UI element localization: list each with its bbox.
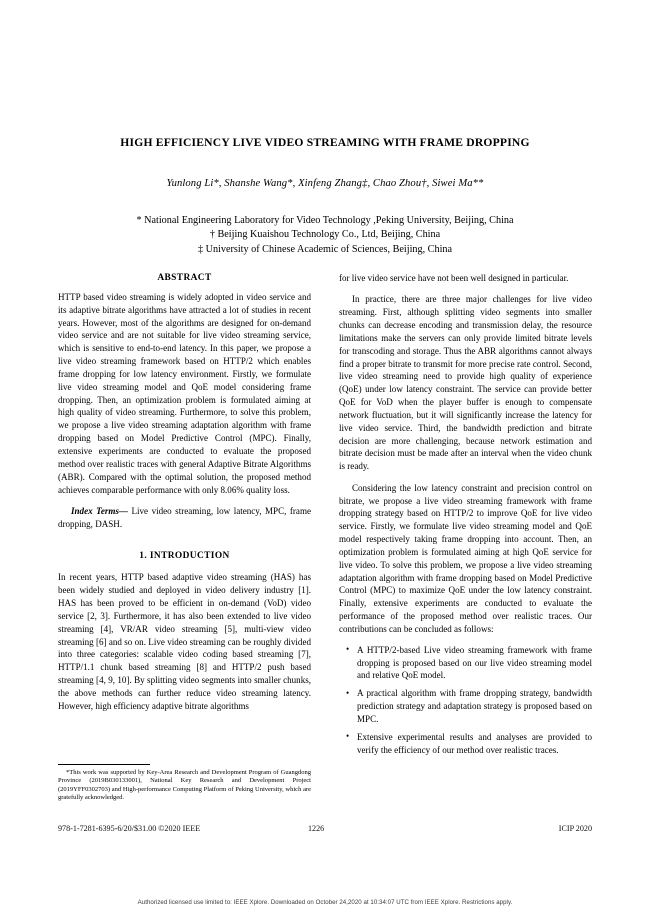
affiliation-list	[58, 214, 592, 257]
right-column	[339, 272, 592, 757]
challenges-paragraph: In practice, there are three major challenges for live video streaming. First, although splitting video segments into smaller chunks can decrease encoding and transmission delay, the resource limitations make the servers can only provide limited bitrate levels for transcoding and storage. Thus the ABR algorithms cannot always find a proper bitrate to transmit for more precise rate control. Second, live video streaming need to provide high quality of experience (QoE) under low latency constraint. The service can provide better QoE for VoD when the player buffer is enough to compensate network fluctuation, but it will significantly increase the latency for live video service. Third, the bandwidth prediction and bitrate decision are more challenging, because network estimation and bitrate decision must be made after an interval when the video chunk is ready.	[339, 294, 592, 472]
footer-conference: ICIP 2020	[558, 824, 592, 833]
page-title: HIGH EFFICIENCY LIVE VIDEO STREAMING WITH FRAME DROPPING	[120, 136, 530, 149]
title-block	[58, 136, 592, 257]
xplore-watermark: Authorized licensed use limited to: IEEE Xplore. Downloaded on October 24,2020 at 10:34:07 UTC from IEEE Xplore. Restrictions apply.	[137, 899, 513, 906]
footnote-block	[58, 764, 311, 802]
abstract-heading: ABSTRACT	[157, 273, 212, 283]
abstract-body: HTTP based video streaming is widely adopted in video service and its adaptive bitrate algorithms have attracted a lot of studies in recent years. However, most of the algorithms are designed for on-demand video service and are not suitable for live video streaming service, which is sensitive to end-to-end latency. In this paper, we propose a live video streaming framework based on HTTP/2 which enables frame dropping for low latency environment. Firstly, we formulate live video streaming model and QoE model considering frame dropping. Then, an optimization problem is formulated aiming at high quality of video streaming. Furthermore, to solve this problem, we propose a live video streaming adaptation algorithm with frame dropping based on Model Predictive Control (MPC). Finally, extensive experiments are conducted to evaluate the proposed method over realistic traces with general Adaptive Bitrate Algorithms (ABR). Compared with the optimal solution, the proposed method achieves comparable performance with only 8.06% quality loss.	[58, 291, 311, 495]
introduction-body: In recent years, HTTP based adaptive video streaming (HAS) has been widely studied and deployed in video delivery industry [1]. HAS has been proved to be efficient in on-demand (VoD) video service [2, 3]. Furthermore, it has also been extended to live video streaming [4], VR/AR video streaming [5], multi-view video streaming [6] and so on. Live video streaming can be roughly divided into three categories: scalable video coding based streaming [7], HTTP/1.1 chunk based streaming [8] and HTTP/2 push based streaming [4, 9, 10]. By splitting video segments into smaller chunks, the above methods can further reduce video streaming latency. However, high efficiency adaptive bitrate algorithms	[58, 572, 311, 711]
intro-continuation: for live video service have not been well designed in particular.	[339, 273, 569, 283]
footnote-text: *This work was supported by Key-Area Research and Development Program of Guangdong Province (2019B030133001), National Key Research and Development Project (2019YFF0302703) and High-performance Computing Platform of Peking University, which are gratefully acknowledged.	[58, 769, 311, 801]
contributions-list	[339, 644, 592, 757]
list-item: • Extensive experimental results and analyses are provided to verify the efficiency of our method over realistic traces.	[357, 731, 592, 757]
list-item: • A practical algorithm with frame dropping strategy, bandwidth prediction strategy and adaptation strategy is proposed based on MPC.	[357, 687, 592, 726]
left-column	[58, 272, 311, 713]
footnote-divider	[58, 764, 150, 765]
index-terms-label: Index Terms—	[71, 505, 128, 516]
affiliation-3: ‡ University of Chinese Academic of Sciences, Beijing, China	[197, 243, 453, 255]
introduction-heading: 1. INTRODUCTION	[139, 550, 230, 561]
affiliation-2: † Beijing Kuaishou Technology Co., Ltd, Beijing, China	[209, 229, 441, 241]
index-terms-body: Live video streaming, low latency, MPC, frame dropping, DASH.	[58, 505, 311, 529]
affiliation-1: * National Engineering Laboratory for Video Technology ,Peking University, Beijing, China	[136, 215, 514, 226]
author-list: Yunlong Li*, Shanshe Wang*, Xinfeng Zhang‡, Chao Zhou†, Siwei Ma**	[166, 178, 484, 189]
index-terms-paragraph	[58, 505, 311, 531]
footer-page-number: 1226	[308, 824, 325, 833]
list-item: • A HTTP/2-based Live video streaming framework with frame dropping is proposed based on our live video streaming model and relative QoE model.	[357, 644, 592, 683]
body-columns	[58, 272, 592, 812]
footer-isbn: 978-1-7281-6395-6/20/$31.00 ©2020 IEEE	[58, 824, 201, 833]
proposal-paragraph: Considering the low latency constraint and precision control on bitrate, we propose a live video streaming framework with frame dropping strategy based on HTTP/2 to improve QoE for live video service. Firstly, we formulate live video streaming model and QoE model respectively taking frame dropping into account. Then, an optimization problem is formulated aiming at high QoE service for live video. To solve this problem, we propose a live video streaming adaptation algorithm with frame dropping based on Model Predictive Control (MPC) to maximize QoE under the low latency constraint. Finally, extensive experiments are conducted to evaluate the performance of the proposed method over realistic traces. Our contributions can be concluded as follows:	[339, 482, 592, 634]
